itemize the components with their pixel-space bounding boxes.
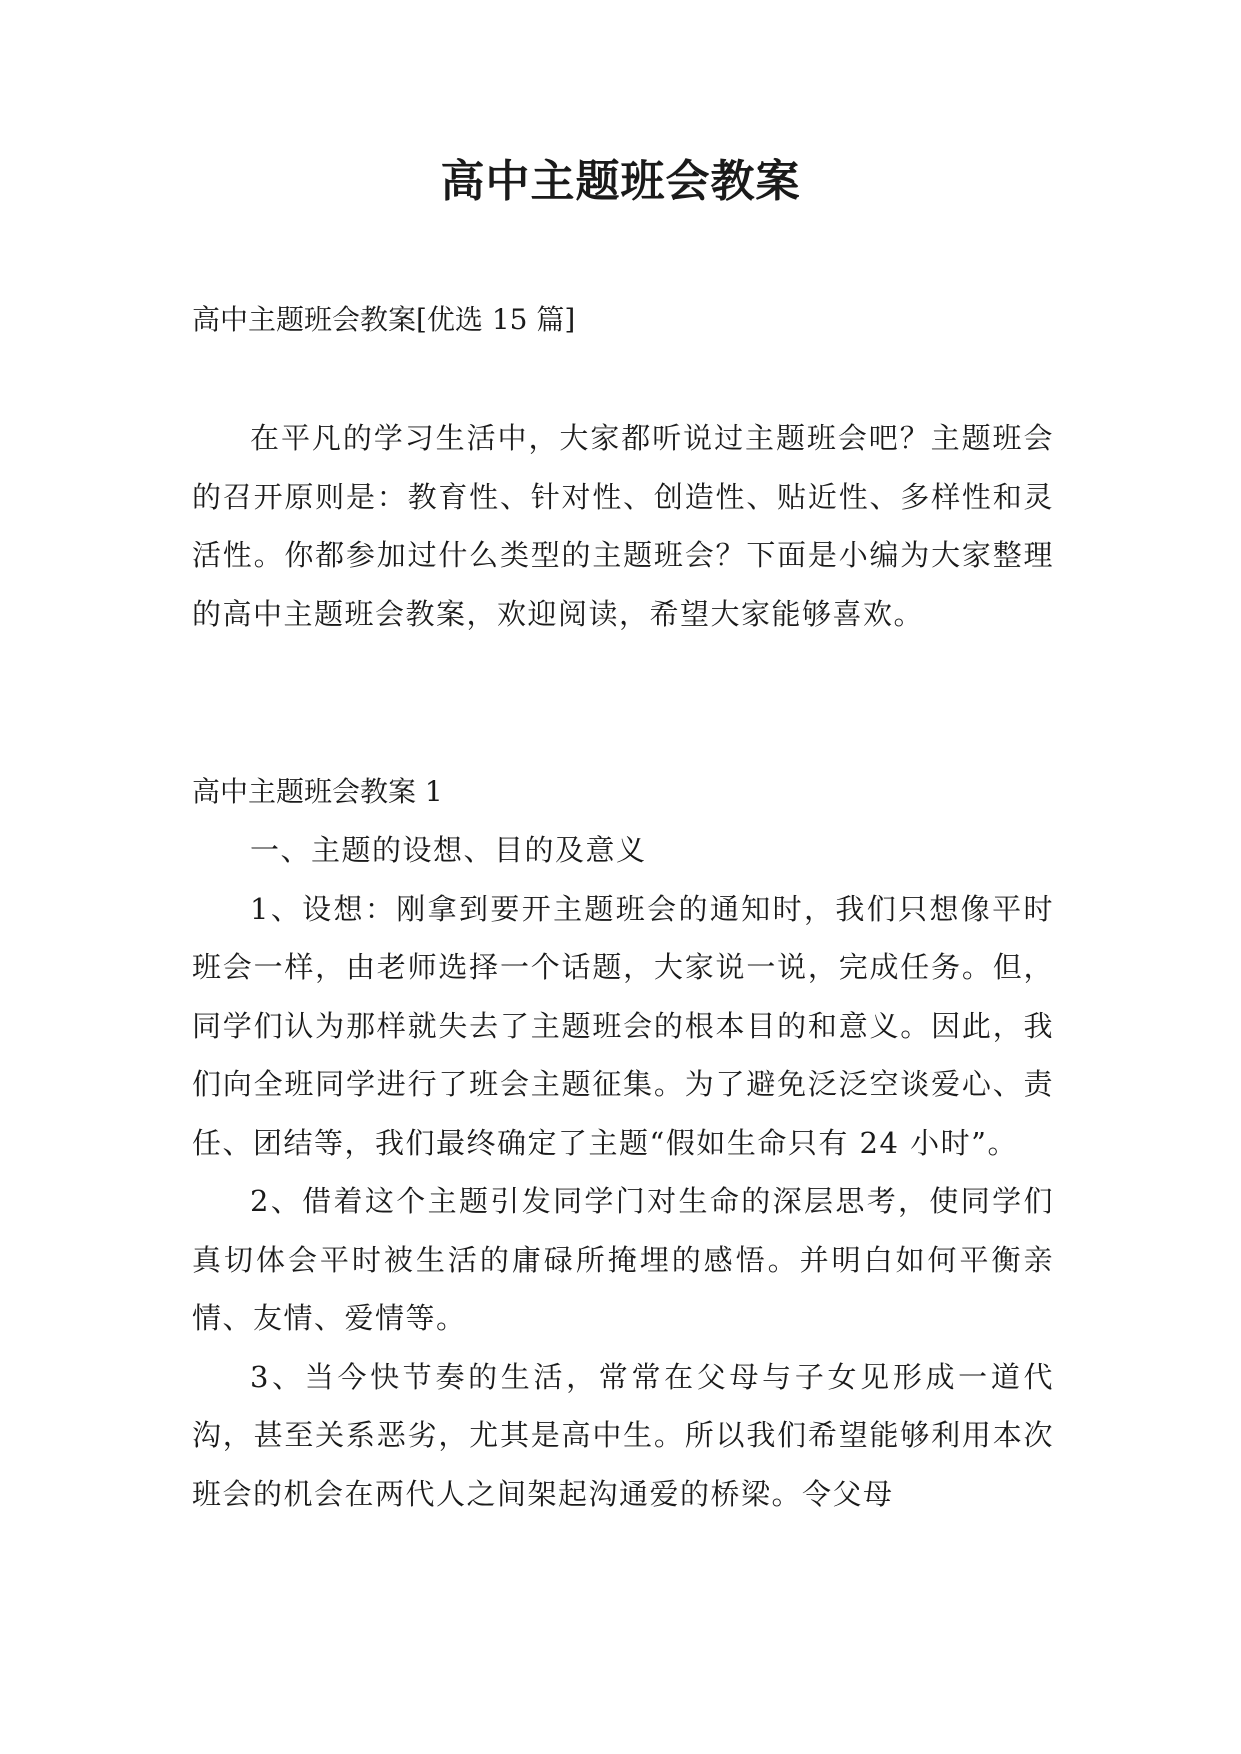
body-paragraph: 1、设想：刚拿到要开主题班会的通知时，我们只想像平时班会一样，由老师选择一个话题，大家说一说，完成任务。但，同学们认为那样就失去了主题班会的根本目的和意义。因此，我们向全班同学进行了班会主题征集。为了避免泛泛空谈爱心、责任、团结等，我们最终确定了主题“假如生命只有 24 小时”。 <box>192 891 1054 1160</box>
document-subtitle: 高中主题班会教案[优选 15 篇] <box>192 303 576 336</box>
section-heading: 高中主题班会教案 1 <box>192 775 443 808</box>
section-body <box>192 821 1054 1523</box>
intro-paragraph: 在平凡的学习生活中，大家都听说过主题班会吧？主题班会的召开原则是：教育性、针对性、创造性、贴近性、多样性和灵活性。你都参加过什么类型的主题班会？下面是小编为大家整理的高中主题班会教案，欢迎阅读，希望大家能够喜欢。 <box>192 421 1054 631</box>
body-paragraph: 2、借着这个主题引发同学门对生命的深层思考，使同学们真切体会平时被生活的庸碌所掩埋的感悟。并明白如何平衡亲情、友情、爱情等。 <box>192 1184 1054 1335</box>
body-paragraph: 3、当今快节奏的生活，常常在父母与子女见形成一道代沟，甚至关系恶劣，尤其是高中生。所以我们希望能够利用本次班会的机会在两代人之间架起沟通爱的桥梁。令父母 <box>192 1359 1054 1511</box>
subheading-topic-purpose: 一、主题的设想、目的及意义 <box>250 833 647 867</box>
document-title: 高中主题班会教案 <box>440 156 801 207</box>
